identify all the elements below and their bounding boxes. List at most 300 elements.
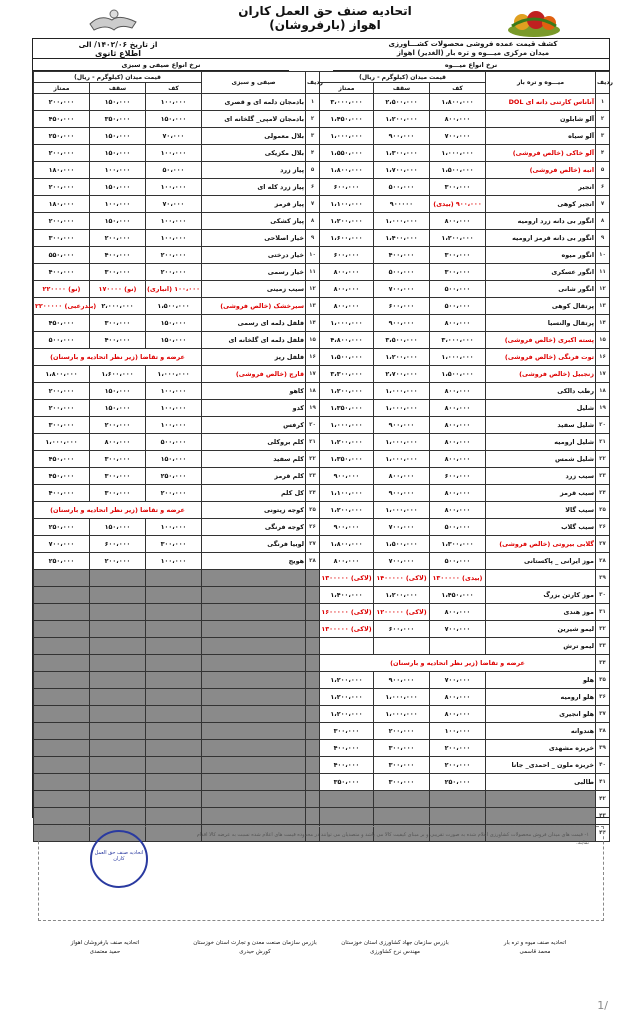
item-name: خیار رسمی [202, 264, 306, 281]
price-max: ۷۰۰،۰۰۰ [34, 536, 90, 553]
item-name: شلیل ارومیه [486, 434, 596, 451]
price-max: ۲۰۰،۰۰۰ [34, 145, 90, 162]
header-title [210, 4, 440, 32]
empty-cell [202, 689, 306, 706]
empty-cell [146, 689, 202, 706]
price-min: ۱،۵۰۰،۰۰۰ [146, 298, 202, 315]
table-row [34, 230, 320, 247]
price-min: ۱۰۰،۰۰۰ [146, 519, 202, 536]
row-number: ۱۴ [596, 315, 610, 332]
price-mid: ۱،۲۰۰،۰۰۰ [374, 111, 430, 128]
item-name: سیرخشک (خالص فروشی) [202, 298, 306, 315]
price-max: ۳۰۰،۰۰۰ [34, 230, 90, 247]
row-number: ۲۴ [596, 485, 610, 502]
price-mid: ۱۰۰،۰۰۰ [90, 162, 146, 179]
handshake-logo-icon [86, 6, 142, 36]
row-number: ۱۷ [596, 366, 610, 383]
row-number: ۶ [306, 179, 320, 196]
price-max: ۱،۲۰۰،۰۰۰ [320, 434, 374, 451]
price-max: ۱،۰۰۰،۰۰۰ [320, 315, 374, 332]
price-min: ۸۰۰،۰۰۰ [430, 315, 486, 332]
price-max: ۸۰۰،۰۰۰ [320, 553, 374, 570]
empty-cell [90, 672, 146, 689]
price-max: ۱،۳۵۰،۰۰۰ [320, 451, 374, 468]
row-number: ۳۰ [596, 587, 610, 604]
price-max: ۲۰۰،۰۰۰ [34, 400, 90, 417]
price-max: ۲۵۰،۰۰۰ [34, 553, 90, 570]
price-max: ۱،۸۰۰،۰۰۰ [34, 366, 90, 383]
price-max: ۱،۵۵۰،۰۰۰ [320, 145, 374, 162]
table-row [34, 349, 320, 366]
row-number: ۵ [306, 162, 320, 179]
row-number: ۸ [306, 213, 320, 230]
price-max: ۸۰۰،۰۰۰ [320, 281, 374, 298]
price-mid: ۱۰۰،۰۰۰ [90, 196, 146, 213]
empty-cell [486, 791, 596, 808]
row-number: ۲۲ [596, 451, 610, 468]
item-name: هلو [486, 672, 596, 689]
row-header: ردیف [306, 72, 320, 94]
row-number: ۳ [306, 128, 320, 145]
table-row [34, 315, 320, 332]
row-number: ۴۳ [596, 808, 610, 825]
row-number: ۲۱ [306, 434, 320, 451]
price-max: ۲۰۰،۰۰۰ [34, 213, 90, 230]
price-mid: ۱۵۰،۰۰۰ [90, 400, 146, 417]
empty-cell [202, 604, 306, 621]
row-number: ۳۶ [596, 689, 610, 706]
signature-role: اتحادیه صنف بارفروشان اهواز [70, 940, 140, 946]
signatures [30, 939, 612, 979]
table-row [34, 655, 320, 672]
price-max: ۲۲۰۰۰۰۰ (بندرعبی) [34, 298, 90, 315]
table-row [320, 689, 610, 706]
row-number: ۲۶ [306, 519, 320, 536]
price-mid: ۱،۰۰۰،۰۰۰ [374, 400, 430, 417]
price-min: ۱۰۰،۰۰۰ [430, 723, 486, 740]
empty-cell [90, 587, 146, 604]
empty-cell [306, 655, 320, 672]
table-row [34, 111, 320, 128]
price-min: ۲۵۰،۰۰۰ [430, 774, 486, 791]
row-number: ۱ [596, 94, 610, 111]
table-row [34, 553, 320, 570]
row-number: ۴۰ [596, 757, 610, 774]
row-number: ۲۱ [596, 434, 610, 451]
empty-cell [90, 621, 146, 638]
item-name: کلم قرمز [202, 468, 306, 485]
table-row [320, 723, 610, 740]
price-header: قیمت میدان (کیلوگرم - ریال) [34, 72, 202, 83]
empty-cell [202, 757, 306, 774]
item-name: آلو خاکی (خالص فروشی) [486, 145, 596, 162]
table-row [320, 349, 610, 366]
empty-cell [202, 638, 306, 655]
table-row [34, 298, 320, 315]
table-row [320, 604, 610, 621]
price-mid: ۱،۰۰۰،۰۰۰ [374, 213, 430, 230]
item-name: فلفل دلمه ای گلخانه ای [202, 332, 306, 349]
price-max: ۳۵۰،۰۰۰ [320, 774, 374, 791]
price-max: ۴۵۰،۰۰۰ [34, 468, 90, 485]
price-mid: ۹۰۰،۰۰۰ [374, 315, 430, 332]
price-min: ۱،۵۰۰،۰۰۰ [430, 366, 486, 383]
table-row [320, 94, 610, 111]
table-row [34, 485, 320, 502]
price-min: ۱۰۰،۰۰۰ [146, 400, 202, 417]
item-name: کوجه فرنگی [202, 519, 306, 536]
empty-cell [34, 808, 90, 825]
price-max: ۱،۲۰۰،۰۰۰ [320, 502, 374, 519]
table-row [34, 502, 320, 519]
price-mid: ۲،۰۰۰،۰۰۰ [90, 298, 146, 315]
price-mid: ۹۰۰۰۰۰ [374, 196, 430, 213]
price-max: ۲۲۰۰۰۰ (نو) [34, 281, 90, 298]
item-name: انگور بی دانه قرمز ارومیه [486, 230, 596, 247]
row-number: ۱۶ [596, 349, 610, 366]
price-min: ۱،۳۰۰،۰۰۰ [430, 536, 486, 553]
row-number: ۲۸ [596, 553, 610, 570]
row-number: ۱۲ [306, 281, 320, 298]
item-name: سیب گلاب [486, 519, 596, 536]
table-row [34, 179, 320, 196]
right-section-title: نرخ انواع میـــوه [333, 59, 609, 71]
price-min: ۱،۴۵۰،۰۰۰ [430, 587, 486, 604]
min-header: کف [146, 83, 202, 94]
empty-cell [202, 587, 306, 604]
empty-cell [306, 740, 320, 757]
item-name: موز هندی [486, 604, 596, 621]
table-row [34, 247, 320, 264]
empty-cell [146, 672, 202, 689]
row-number: ۳۳ [596, 638, 610, 655]
price-mid: ۳،۵۰۰،۰۰۰ [374, 332, 430, 349]
row-number: ۱۹ [596, 400, 610, 417]
price-mid: ۲،۷۰۰،۰۰۰ [374, 366, 430, 383]
price-mid: ۴۰۰،۰۰۰ [90, 247, 146, 264]
item-name: فلفل ریز [202, 349, 306, 366]
row-number: ۳۸ [596, 723, 610, 740]
price-min: ۱،۰۰۰،۰۰۰ [430, 145, 486, 162]
price-max: ۲۵۰،۰۰۰ [34, 128, 90, 145]
table-row [320, 553, 610, 570]
price-max: ۸۰۰،۰۰۰ [320, 264, 374, 281]
item-name: رطب دالکی [486, 383, 596, 400]
table-row [34, 128, 320, 145]
price-min: ۳۰۰،۰۰۰ [430, 179, 486, 196]
price-mid: ۵۰۰،۰۰۰ [374, 264, 430, 281]
price-min: ۵۰۰،۰۰۰ [146, 434, 202, 451]
signature-name: حمید معتمدی [89, 949, 121, 955]
item-name: انگور شانی [486, 281, 596, 298]
item-name: شلیل [486, 400, 596, 417]
table-row [34, 672, 320, 689]
price-max: ۴۰۰،۰۰۰ [34, 485, 90, 502]
row-number: ۳۷ [596, 706, 610, 723]
price-max: ۴۰۰،۰۰۰ [320, 740, 374, 757]
row-number: ۴ [596, 145, 610, 162]
item-name: انبه (خالص فروشی) [486, 162, 596, 179]
item-name: کاهو [202, 383, 306, 400]
empty-cell [306, 791, 320, 808]
empty-cell [306, 723, 320, 740]
price-mid: ۱،۵۰۰،۰۰۰ [374, 536, 430, 553]
table-row [320, 740, 610, 757]
price-mid: ۱۴۰۰۰۰۰ (لاکی) [374, 570, 430, 587]
fruit-basket-icon [504, 6, 564, 38]
price-max: ۲۵۰،۰۰۰ [34, 519, 90, 536]
price-max: ۱،۲۰۰،۰۰۰ [320, 706, 374, 723]
supply-demand-note: عرضه و تقاضا (زیر نظر اتحادیه و بارسنان) [34, 502, 202, 519]
row-number: ۲۷ [306, 536, 320, 553]
price-min: ۱،۵۰۰،۰۰۰ [430, 162, 486, 179]
row-number: ۱۶ [306, 349, 320, 366]
price-mid: ۳۰۰،۰۰۰ [90, 315, 146, 332]
price-max: ۱،۴۰۰،۰۰۰ [320, 587, 374, 604]
max-header: ممتاز [34, 83, 90, 94]
table-row [34, 162, 320, 179]
table-row [320, 672, 610, 689]
price-min: ۱۰۰،۰۰۰ [146, 417, 202, 434]
empty-cell [90, 757, 146, 774]
item-name: انگور میوه [486, 247, 596, 264]
item-name: پیاز کشکی [202, 213, 306, 230]
row-number: ۱۴ [306, 315, 320, 332]
price-min: ۸۰۰،۰۰۰ [430, 689, 486, 706]
empty-cell [34, 638, 90, 655]
top-bar [33, 39, 609, 59]
row-number: ۲۰ [596, 417, 610, 434]
date-info [43, 40, 193, 58]
price-min: ۸۰۰،۰۰۰ [430, 485, 486, 502]
price-max: ۱،۸۰۰،۰۰۰ [320, 536, 374, 553]
stamp-text: اتحادیه صنف حق العمل کاران [94, 850, 144, 862]
price-sheet [30, 4, 612, 1018]
price-mid: ۱،۰۰۰،۰۰۰ [374, 434, 430, 451]
row-number: ۱۱ [306, 264, 320, 281]
price-min: ۱،۲۰۰،۰۰۰ [430, 230, 486, 247]
price-min: ۸۰۰،۰۰۰ [430, 383, 486, 400]
page-indicator: 1/ [597, 999, 608, 1012]
price-max: ۴۵۰،۰۰۰ [34, 315, 90, 332]
table-row [34, 94, 320, 111]
row-number: ۲۸ [306, 553, 320, 570]
price-mid: ۶۰۰،۰۰۰ [90, 536, 146, 553]
price-min: ۸۰۰،۰۰۰ [430, 213, 486, 230]
table-row [34, 383, 320, 400]
table-row [320, 400, 610, 417]
price-mid: ۱،۷۰۰،۰۰۰ [374, 162, 430, 179]
table-row [320, 264, 610, 281]
price-mid: ۹۰۰،۰۰۰ [374, 128, 430, 145]
item-name: بلال مکزیکی [202, 145, 306, 162]
empty-cell [34, 604, 90, 621]
price-mid: ۱۵۰،۰۰۰ [90, 519, 146, 536]
empty-cell [430, 808, 486, 825]
row-number: ۳۴ [596, 655, 610, 672]
price-mid: ۳۰۰،۰۰۰ [374, 757, 430, 774]
empty-cell [146, 655, 202, 672]
min-header: کف [430, 83, 486, 94]
price-min: ۱۰۰،۰۰۰ [146, 213, 202, 230]
item-name: انجیر [486, 179, 596, 196]
item-name: کدو [202, 400, 306, 417]
empty-cell [306, 570, 320, 587]
price-min: ۳،۰۰۰،۰۰۰ [430, 332, 486, 349]
price-mid: ۸۰۰،۰۰۰ [90, 434, 146, 451]
price-min: ۸۰۰،۰۰۰ [430, 502, 486, 519]
price-max: ۴۰۰،۰۰۰ [34, 264, 90, 281]
price-max: ۶۰۰،۰۰۰ [320, 247, 374, 264]
empty-cell [90, 638, 146, 655]
price-min: ۶۰۰،۰۰۰ [430, 468, 486, 485]
price-max: ۲۰۰،۰۰۰ [34, 94, 90, 111]
price-min: ۷۰،۰۰۰ [146, 196, 202, 213]
item-name: گلابی بیروتی (خالص فروشی) [486, 536, 596, 553]
row-number: ۸ [596, 213, 610, 230]
supply-demand-note: عرضه و تقاضا (زیر نظر اتحادیه و بارسنان) [34, 349, 202, 366]
row-header: ردیف [596, 72, 610, 94]
table-row [34, 587, 320, 604]
table-row [320, 621, 610, 638]
table-row [34, 774, 320, 791]
date-until: اطلاع ثانوی [95, 49, 141, 58]
empty-cell [90, 655, 146, 672]
empty-cell [146, 587, 202, 604]
table-row [34, 519, 320, 536]
table-row [320, 213, 610, 230]
table-row [34, 264, 320, 281]
empty-cell [306, 587, 320, 604]
price-mid: ۱۵۰،۰۰۰ [90, 213, 146, 230]
table-row [320, 791, 610, 808]
empty-cell [146, 638, 202, 655]
price-max: ۱،۲۰۰،۰۰۰ [320, 672, 374, 689]
empty-cell [202, 621, 306, 638]
row-number: ۱۵ [306, 332, 320, 349]
table-row [34, 706, 320, 723]
empty-cell [34, 587, 90, 604]
price-min: ۷۰۰،۰۰۰ [430, 672, 486, 689]
price-min: ۵۰۰،۰۰۰ [430, 519, 486, 536]
price-mid: ۲۰۰،۰۰۰ [90, 230, 146, 247]
empty-cell [202, 723, 306, 740]
price-mid: ۱،۰۰۰،۰۰۰ [374, 383, 430, 400]
row-number: ۳ [596, 128, 610, 145]
row-number: ۱۰ [306, 247, 320, 264]
price-min: ۸۰۰،۰۰۰ [430, 434, 486, 451]
empty-cell [146, 808, 202, 825]
empty-cell [90, 740, 146, 757]
vegetable-table [33, 71, 323, 842]
item-name: پیاز زرد [202, 162, 306, 179]
table-row [320, 128, 610, 145]
item-name: سیب زرد [486, 468, 596, 485]
price-mid: ۲۰۰،۰۰۰ [374, 723, 430, 740]
row-number: ۲ [596, 111, 610, 128]
table-row [34, 570, 320, 587]
row-number: ۳۹ [596, 740, 610, 757]
row-number: ۷ [596, 196, 610, 213]
row-number: ۱۷ [306, 366, 320, 383]
item-name: لیمو شیرین [486, 621, 596, 638]
price-min: ۲۰۰،۰۰۰ [146, 264, 202, 281]
price-min: ۳۰۰،۰۰۰ [146, 536, 202, 553]
table-row [34, 604, 320, 621]
empty-cell [90, 791, 146, 808]
price-min: ۱۳۰۰۰۰۰ (بیدی) [430, 570, 486, 587]
section-note: عرضه و تقاضا (زیر نظر اتحادیه و بارسنان) [320, 655, 596, 672]
signature-name: کورش حیدری [239, 949, 271, 955]
table-row [34, 757, 320, 774]
row-number: ۱۸ [596, 383, 610, 400]
empty-cell [202, 672, 306, 689]
empty-cell [202, 706, 306, 723]
table-row [320, 502, 610, 519]
table-row [34, 740, 320, 757]
price-table-frame [32, 38, 613, 836]
price-mid: ۶۰۰،۰۰۰ [374, 298, 430, 315]
row-number: ۲۷ [596, 536, 610, 553]
empty-cell [306, 757, 320, 774]
fruit-table [319, 71, 613, 842]
price-min: ۲۰۰،۰۰۰ [430, 740, 486, 757]
left-section-title: نرخ انواع صیفی و سبزی [33, 59, 289, 71]
price-max: ۱،۸۰۰،۰۰۰ [320, 162, 374, 179]
price-mid: ۱۵۰،۰۰۰ [90, 145, 146, 162]
price-mid: ۱۵۰،۰۰۰ [90, 383, 146, 400]
row-number: ۳۵ [596, 672, 610, 689]
price-max: ۴۵۰،۰۰۰ [34, 111, 90, 128]
empty-cell [306, 672, 320, 689]
row-number: ۱۱ [596, 264, 610, 281]
price-mid: ۱،۰۰۰،۰۰۰ [374, 689, 430, 706]
table-row [320, 774, 610, 791]
table-row [320, 196, 610, 213]
price-mid: ۲،۵۰۰،۰۰۰ [374, 94, 430, 111]
price-mid: ۹۰۰،۰۰۰ [374, 485, 430, 502]
table-row [34, 196, 320, 213]
price-min: ۸۰۰،۰۰۰ [430, 111, 486, 128]
price-mid: ۳۰۰،۰۰۰ [374, 740, 430, 757]
table-row [320, 298, 610, 315]
empty-cell [90, 774, 146, 791]
item-name: انجیر کوهی [486, 196, 596, 213]
empty-cell [90, 723, 146, 740]
table-row [320, 111, 610, 128]
empty-cell [34, 757, 90, 774]
price-max: ۱،۲۰۰،۰۰۰ [320, 689, 374, 706]
price-max: ۲۰۰،۰۰۰ [34, 179, 90, 196]
item-name: هویج [202, 553, 306, 570]
item-name: سیب زمینی [202, 281, 306, 298]
table-row [320, 536, 610, 553]
price-max: ۱۳۰۰۰۰۰ (لاکی) [320, 570, 374, 587]
title-line-2: (بارفروشان) اهواز [269, 18, 381, 32]
table-row [320, 655, 610, 672]
item-name: بادمجان دلمه ای و قصری [202, 94, 306, 111]
table-row [34, 808, 320, 825]
price-mid: ۷۰۰،۰۰۰ [374, 519, 430, 536]
table-row [34, 723, 320, 740]
price-mid: ۱،۴۰۰،۰۰۰ [374, 230, 430, 247]
item-header: میـــوه و تره بار [486, 72, 596, 94]
price-max: ۴،۸۰۰،۰۰۰ [320, 332, 374, 349]
price-mid: ۹۰۰،۰۰۰ [374, 672, 430, 689]
item-name: قارچ (خالص فروشی) [202, 366, 306, 383]
price-min: ۱۵۰،۰۰۰ [146, 451, 202, 468]
price-min: ۱۰۰،۰۰۰ [146, 179, 202, 196]
